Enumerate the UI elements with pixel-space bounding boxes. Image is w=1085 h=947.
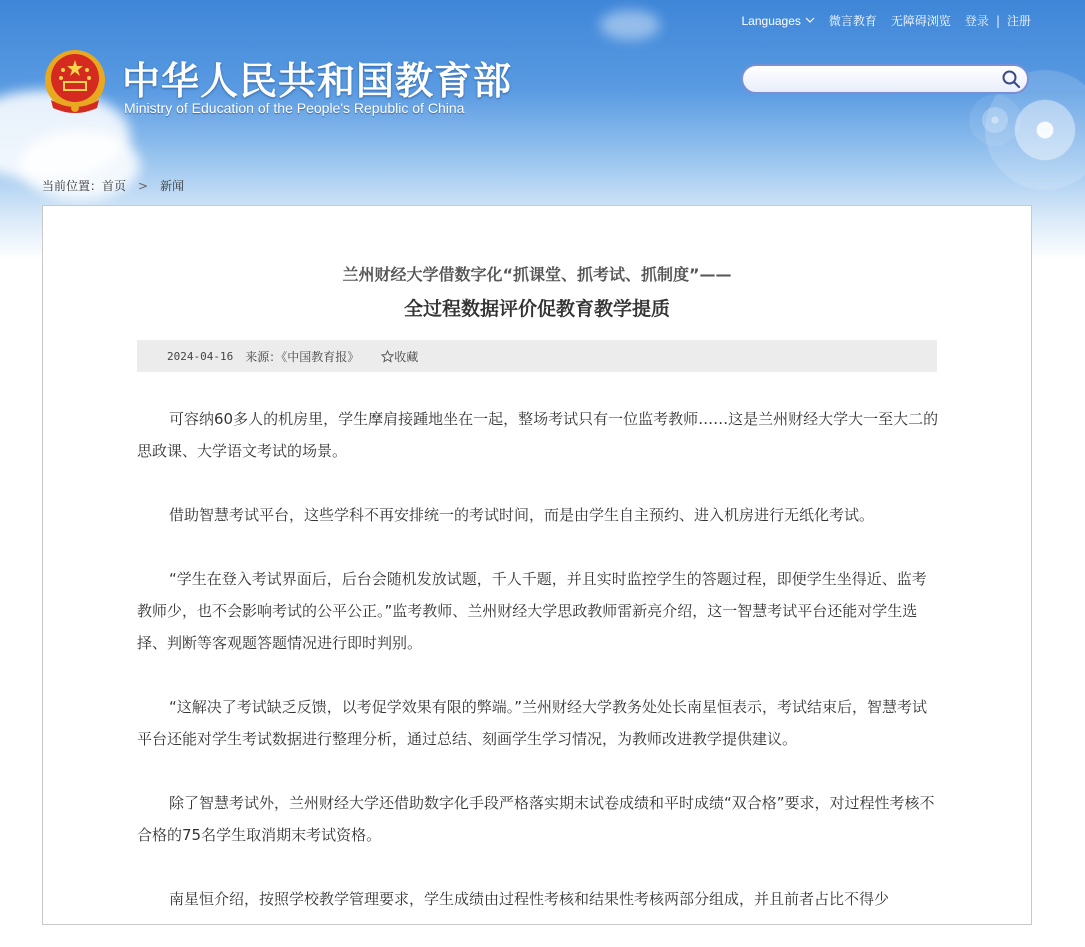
article-paragraph: “这解决了考试缺乏反馈，以考促学效果有限的弊端。”兰州财经大学教务处处长南星恒表示，考试结束后，智慧考试平台还能对学生考试数据进行整理分析，通过总结、刻画学生学习情况，为教师改进教学提供建议。: [137, 698, 928, 748]
article-title: 全过程数据评价促教育教学提质: [403, 298, 670, 320]
article-subtitle: 兰州财经大学借数字化“抓课堂、抓考试、抓制度”——: [342, 265, 732, 284]
nav-separator: |: [995, 13, 1000, 28]
breadcrumb-home-link[interactable]: 首页: [102, 179, 127, 193]
article-source: 来源：《中国教育报》: [245, 349, 360, 364]
nav-weiyan-link[interactable]: 微言教育: [828, 14, 877, 28]
site-title-cn[interactable]: 中华人民共和国教育部: [122, 59, 513, 103]
article-paragraph: 除了智慧考试外，兰州财经大学还借助数字化手段严格落实期末试卷成绩和平时成绩“双合格”要求，对过程性考核不合格的75名学生取消期末考试资格。: [137, 794, 935, 844]
languages-dropdown[interactable]: [742, 14, 815, 28]
breadcrumb: [42, 177, 184, 194]
search-icon[interactable]: [1001, 69, 1021, 89]
article-paragraph: 南星恒介绍，按照学校教学管理要求，学生成绩由过程性考核和结果性考核两部分组成，并且前者占比不得少: [169, 890, 890, 908]
top-nav: [742, 12, 1032, 29]
languages-label: Languages: [741, 13, 801, 28]
article-paragraph: 可容纳60多人的机房里，学生摩肩接踵地坐在一起，整场考试只有一位监考教师……这是兰州财经大学大一至大二的思政课、大学语文考试的场景。: [137, 410, 939, 460]
article-date: 2024-04-16: [167, 349, 234, 363]
search-box: [741, 64, 1029, 94]
article-container: [42, 205, 1032, 925]
article-body: [137, 403, 939, 947]
nav-accessibility-link[interactable]: 无障碍浏览: [890, 14, 951, 28]
breadcrumb-prefix: 当前位置：: [42, 179, 103, 193]
breadcrumb-current[interactable]: 新闻: [160, 179, 185, 193]
chevron-down-icon: [805, 17, 815, 24]
site-title-en: Ministry of Education of the People's Republic of China: [124, 100, 465, 116]
favorite-label: 收藏: [394, 349, 419, 364]
favorite-button[interactable]: [381, 348, 418, 365]
nav-login-link[interactable]: 登录: [964, 14, 989, 28]
dandelion-decoration: [965, 90, 1025, 150]
breadcrumb-arrow: >: [138, 178, 149, 193]
article-meta-bar: [137, 340, 937, 372]
search-input[interactable]: [755, 66, 999, 94]
star-icon: [381, 350, 394, 363]
national-emblem-icon[interactable]: [43, 48, 107, 116]
article-paragraph: “学生在登入考试界面后，后台会随机发放试题，千人千题，并且实时监控学生的答题过程，即便学生坐得近、监考教师少，也不会影响考试的公平公正。”监考教师、兰州财经大学思政教师雷新亮介绍，这一智慧考试平台还能对学生选择、判断等客观题答题情况进行即时判别。: [137, 570, 927, 652]
nav-register-link[interactable]: 注册: [1006, 14, 1031, 28]
cloud-decoration: [600, 10, 660, 40]
article-paragraph: 借助智慧考试平台，这些学科不再安排统一的考试时间，而是由学生自主预约、进入机房进行无纸化考试。: [169, 506, 875, 524]
